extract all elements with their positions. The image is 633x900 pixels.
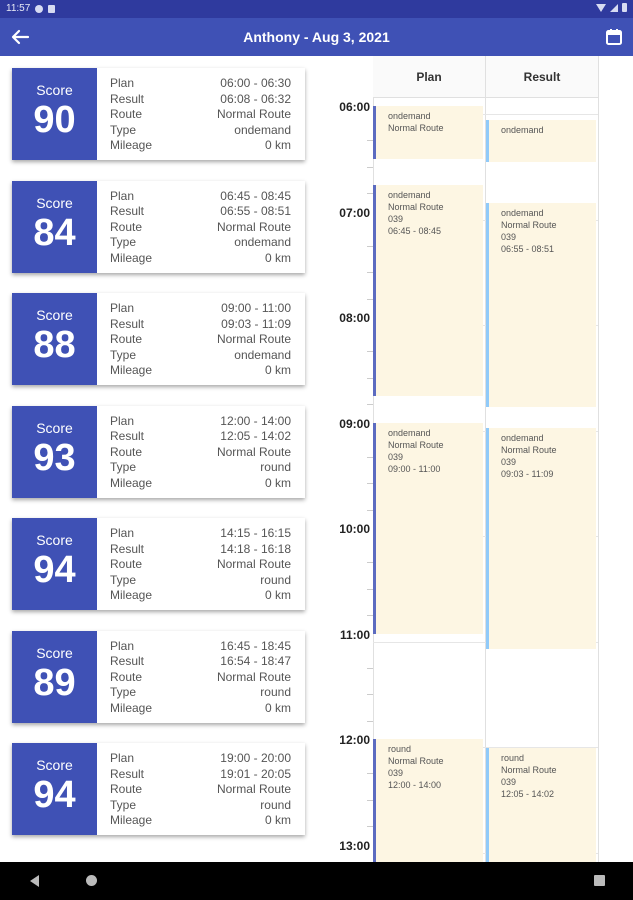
detail-row-plan	[110, 414, 291, 430]
app-bar	[0, 18, 633, 56]
detail-row-plan	[110, 76, 291, 92]
trip-details	[97, 293, 305, 385]
detail-label: Type	[110, 460, 137, 474]
detail-row-type	[110, 235, 291, 251]
status-bar	[0, 0, 633, 18]
detail-label: Plan	[110, 638, 135, 653]
event-text: 039	[388, 768, 404, 778]
score-box	[12, 181, 97, 273]
detail-row-route	[110, 107, 291, 123]
event-text: ondemand	[388, 111, 431, 121]
detail-value: 09:03 - 11:09	[221, 316, 291, 331]
detail-row-type	[110, 123, 291, 139]
quarter-tick	[367, 694, 373, 695]
score-label: Score	[36, 307, 73, 323]
score-label: Score	[36, 82, 73, 98]
event-text: Normal Route	[501, 219, 557, 230]
detail-row-mileage	[110, 251, 291, 267]
detail-row-mileage	[110, 701, 291, 717]
detail-row-mileage	[110, 138, 291, 154]
detail-label: Result	[110, 91, 145, 106]
event-text: Normal Route	[388, 439, 444, 450]
detail-row-plan	[110, 639, 291, 655]
detail-row-plan	[110, 751, 291, 767]
score-value: 90	[33, 99, 76, 141]
event-text: round	[388, 744, 412, 754]
score-label: Score	[36, 644, 73, 661]
event-text: 039	[388, 214, 404, 225]
detail-value: Normal Route	[216, 669, 291, 684]
detail-row-route	[110, 670, 291, 686]
detail-value: 0 km	[264, 588, 291, 602]
detail-row-result	[110, 92, 291, 108]
detail-value: 06:55 - 08:51	[220, 204, 291, 218]
detail-row-plan	[110, 301, 291, 317]
event-text: Normal Route	[388, 756, 444, 766]
plan-event[interactable]	[373, 423, 483, 634]
detail-value: Normal Route	[216, 219, 291, 234]
detail-row-result	[110, 317, 291, 333]
score-value: 89	[33, 661, 76, 704]
detail-value: Normal Route	[216, 782, 291, 796]
hour-label: 07:00	[339, 205, 370, 220]
detail-label: Route	[110, 782, 143, 796]
trip-details	[97, 181, 305, 273]
trip-details	[97, 68, 305, 160]
score-value: 94	[33, 774, 76, 816]
detail-row-plan	[110, 189, 291, 205]
event-text: 039	[501, 776, 517, 787]
quarter-tick	[367, 167, 373, 168]
result-event[interactable]	[486, 203, 596, 407]
detail-label: Type	[110, 572, 137, 587]
hour-label: 13:00	[339, 838, 370, 853]
detail-value: 12:05 - 14:02	[220, 429, 291, 443]
trip-card-list[interactable]	[0, 56, 330, 862]
detail-value: 0 km	[264, 813, 291, 827]
detail-value: 06:00 - 06:30	[220, 76, 291, 90]
nav-home-icon[interactable]	[86, 875, 97, 886]
event-text: Normal Route	[501, 444, 557, 455]
score-label: Score	[36, 194, 73, 211]
detail-label: Route	[110, 669, 143, 684]
detail-label: Result	[110, 541, 145, 556]
event-text: Normal Route	[388, 123, 444, 133]
wifi-icon	[596, 4, 606, 12]
score-box	[12, 743, 97, 835]
nav-back-icon[interactable]	[30, 875, 39, 887]
event-text: ondemand	[501, 125, 544, 136]
detail-value: ondemand	[234, 235, 291, 249]
event-text: 12:00 - 14:00	[388, 780, 442, 790]
calendar-button[interactable]	[603, 26, 625, 48]
timeline-view[interactable]	[330, 56, 633, 862]
detail-label: Route	[110, 557, 143, 571]
timeline-divider	[598, 56, 599, 862]
detail-label: Plan	[110, 526, 135, 540]
score-value: 88	[33, 324, 76, 366]
signal-icon	[610, 4, 618, 12]
hour-label: 11:00	[339, 627, 370, 642]
result-event[interactable]	[486, 120, 596, 162]
detail-label: Route	[110, 444, 143, 459]
detail-value: Normal Route	[216, 557, 291, 571]
event-text: 09:00 - 11:00	[388, 463, 441, 474]
detail-label: Route	[110, 219, 143, 234]
detail-value: 19:00 - 20:00	[220, 751, 291, 765]
page-title: Anthony - Aug 3, 2021	[243, 29, 390, 45]
detail-value: ondemand	[234, 122, 291, 137]
detail-value: 0 km	[264, 700, 291, 715]
detail-row-result	[110, 767, 291, 783]
nav-recents-icon[interactable]	[594, 875, 605, 886]
detail-value: Normal Route	[216, 444, 291, 459]
detail-value: 19:01 - 20:05	[220, 766, 291, 781]
quarter-tick	[367, 721, 373, 722]
score-box	[12, 631, 97, 723]
event-text: 12:05 - 14:02	[501, 788, 555, 799]
detail-label: Mileage	[110, 475, 153, 490]
detail-label: Plan	[110, 76, 135, 90]
detail-row-type	[110, 685, 291, 701]
quarter-tick	[367, 668, 373, 669]
plan-event[interactable]	[373, 185, 483, 396]
detail-label: Plan	[110, 301, 135, 315]
detail-row-plan	[110, 526, 291, 542]
calendar-icon	[603, 26, 625, 48]
hour-label: 08:00	[339, 311, 370, 325]
score-value: 84	[33, 211, 76, 254]
detail-value: 09:00 - 11:00	[221, 301, 291, 315]
detail-label: Route	[110, 332, 143, 346]
detail-label: Mileage	[110, 250, 153, 265]
detail-row-result	[110, 429, 291, 445]
event-text: ondemand	[388, 190, 431, 201]
event-text: 039	[501, 456, 517, 467]
clock: 11:57	[6, 3, 31, 14]
event-text: 06:45 - 08:45	[388, 226, 442, 237]
hour-label: 10:00	[339, 522, 370, 536]
detail-value: ondemand	[234, 347, 291, 362]
detail-row-result	[110, 654, 291, 670]
detail-label: Type	[110, 235, 137, 249]
lock-icon	[48, 5, 55, 13]
hour-label: 12:00	[339, 733, 370, 747]
event-text: 09:03 - 11:09	[501, 468, 554, 479]
detail-value: Normal Route	[216, 332, 291, 346]
trip-card[interactable]	[12, 743, 305, 835]
detail-label: Type	[110, 685, 137, 699]
detail-value: 14:15 - 16:15	[220, 526, 291, 540]
detail-value: round	[260, 797, 291, 812]
score-label: Score	[36, 532, 73, 548]
score-label: Score	[36, 419, 73, 436]
detail-value: 06:45 - 08:45	[220, 188, 291, 203]
trip-card[interactable]	[12, 406, 305, 498]
plan-event[interactable]	[373, 106, 483, 159]
detail-label: Result	[110, 429, 145, 443]
score-label: Score	[36, 757, 73, 773]
score-value: 93	[33, 436, 76, 479]
detail-label: Route	[110, 107, 143, 121]
detail-value: Normal Route	[216, 107, 291, 121]
detail-row-route	[110, 557, 291, 573]
event-text: round	[501, 752, 525, 763]
event-text: Normal Route	[501, 764, 557, 775]
detail-label: Mileage	[110, 588, 153, 602]
trip-details	[97, 631, 305, 723]
detail-value: 16:54 - 18:47	[220, 654, 291, 668]
trip-card[interactable]	[12, 631, 305, 723]
plan-column-header: Plan	[373, 56, 485, 98]
detail-row-type	[110, 573, 291, 589]
event-text: ondemand	[388, 427, 431, 438]
detail-label: Type	[110, 347, 137, 362]
detail-label: Type	[110, 122, 137, 137]
detail-value: 06:08 - 06:32	[220, 91, 291, 106]
plan-event[interactable]	[373, 739, 483, 862]
detail-value: 16:45 - 18:45	[220, 638, 291, 653]
detail-row-result	[110, 204, 291, 220]
detail-value: 0 km	[264, 363, 291, 377]
event-text: 06:55 - 08:51	[501, 243, 555, 254]
detail-value: round	[260, 460, 291, 474]
detail-row-mileage	[110, 588, 291, 604]
event-text: 039	[388, 451, 404, 462]
quarter-tick	[367, 404, 373, 405]
detail-row-type	[110, 460, 291, 476]
result-column-header: Result	[486, 56, 598, 98]
detail-label: Plan	[110, 188, 135, 203]
trip-card[interactable]	[12, 181, 305, 273]
score-box	[12, 68, 97, 160]
event-text: ondemand	[501, 207, 544, 218]
detail-label: Mileage	[110, 138, 153, 152]
detail-row-mileage	[110, 363, 291, 379]
detail-value: 12:00 - 14:00	[220, 413, 291, 428]
detail-row-result	[110, 542, 291, 558]
trip-card[interactable]	[12, 518, 305, 610]
trip-card[interactable]	[12, 293, 305, 385]
trip-card[interactable]	[12, 68, 305, 160]
event-text: Normal Route	[388, 202, 444, 213]
detail-row-route	[110, 332, 291, 348]
score-value: 94	[33, 549, 76, 591]
event-text: 039	[501, 231, 517, 242]
detail-label: Result	[110, 654, 145, 668]
detail-label: Result	[110, 766, 145, 781]
event-text: ondemand	[501, 432, 544, 443]
detail-label: Type	[110, 797, 137, 812]
detail-label: Result	[110, 204, 145, 218]
detail-label: Mileage	[110, 363, 153, 377]
detail-label: Mileage	[110, 700, 153, 715]
trip-details	[97, 743, 305, 835]
battery-icon	[622, 3, 627, 12]
score-box	[12, 518, 97, 610]
detail-label: Mileage	[110, 813, 153, 827]
detail-value: 0 km	[264, 475, 291, 490]
detail-row-route	[110, 220, 291, 236]
detail-label: Result	[110, 316, 145, 331]
hour-label: 09:00	[339, 416, 370, 431]
result-event[interactable]	[486, 748, 596, 862]
trip-details	[97, 518, 305, 610]
detail-label: Plan	[110, 751, 135, 765]
detail-row-type	[110, 348, 291, 364]
detail-row-mileage	[110, 813, 291, 829]
notification-icon	[35, 5, 43, 13]
hour-label: 06:00	[339, 100, 370, 114]
detail-row-route	[110, 445, 291, 461]
detail-value: 0 km	[264, 250, 291, 265]
detail-value: round	[260, 685, 291, 699]
result-event[interactable]	[486, 428, 596, 650]
trip-details	[97, 406, 305, 498]
detail-value: 14:18 - 16:18	[220, 541, 291, 556]
detail-value: round	[260, 572, 291, 587]
detail-label: Plan	[110, 413, 135, 428]
android-nav-bar	[0, 862, 633, 900]
detail-value: 0 km	[264, 138, 291, 152]
score-box	[12, 406, 97, 498]
detail-row-route	[110, 782, 291, 798]
score-box	[12, 293, 97, 385]
detail-row-type	[110, 798, 291, 814]
detail-row-mileage	[110, 476, 291, 492]
